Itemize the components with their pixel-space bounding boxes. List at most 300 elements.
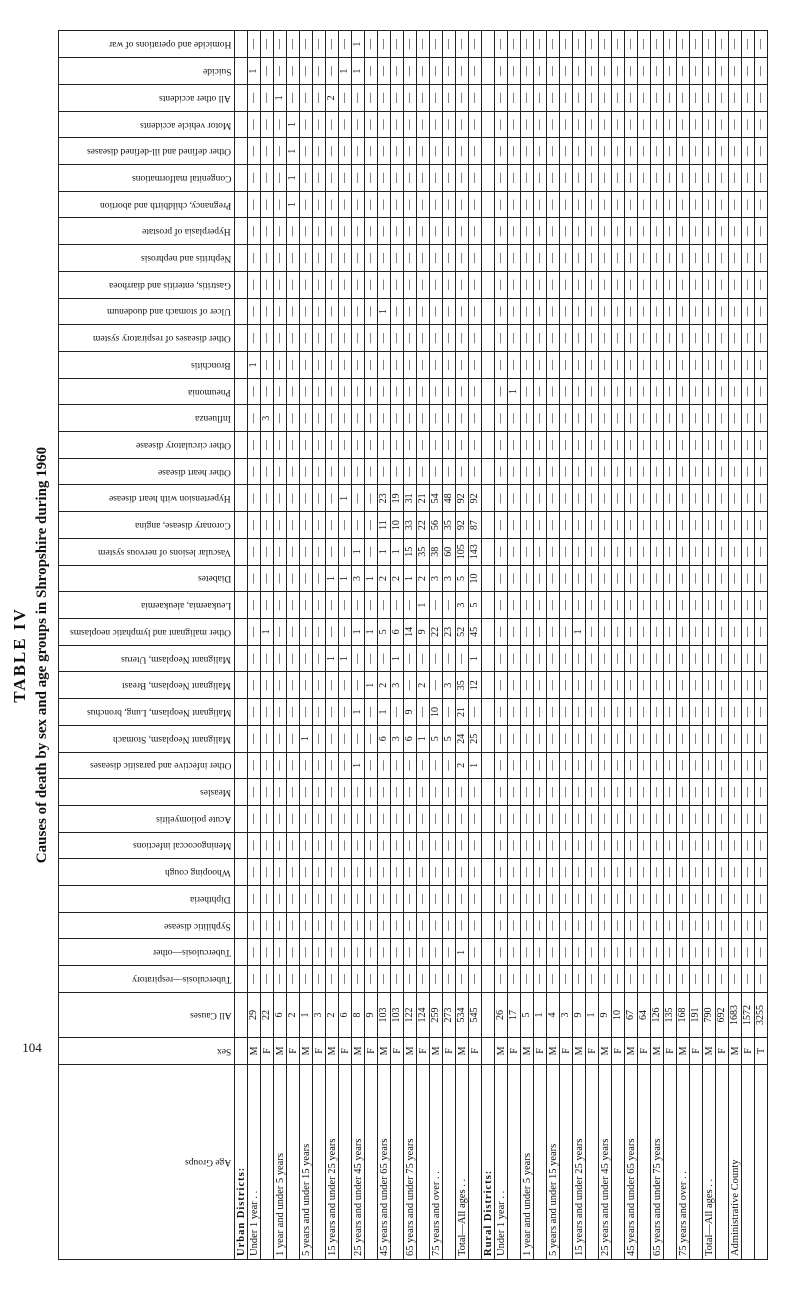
value-cell: — <box>638 31 651 58</box>
value-cell: — <box>560 298 573 325</box>
value-cell: — <box>417 432 430 459</box>
value-cell: — <box>521 966 534 993</box>
value-cell: — <box>755 912 768 939</box>
value-cell: — <box>612 84 625 111</box>
value-cell: — <box>651 138 664 165</box>
value-cell: — <box>430 111 443 138</box>
value-cell: — <box>690 31 703 58</box>
value-cell: — <box>508 565 521 592</box>
column-header-label: Other defined and ill-defined diseases <box>86 146 231 157</box>
value-cell: — <box>755 565 768 592</box>
value-cell: — <box>638 111 651 138</box>
table-row <box>300 31 313 1260</box>
value-cell: — <box>430 939 443 966</box>
value-cell: — <box>534 672 547 699</box>
value-cell: — <box>521 859 534 886</box>
value-cell: — <box>274 966 287 993</box>
value-cell: — <box>456 58 469 85</box>
value-cell: — <box>339 351 352 378</box>
value-cell: — <box>742 966 755 993</box>
value-cell: — <box>417 271 430 298</box>
value-cell: — <box>391 458 404 485</box>
value-cell: — <box>729 58 742 85</box>
value-cell: — <box>755 619 768 646</box>
value-cell: — <box>586 325 599 352</box>
value-cell: — <box>677 432 690 459</box>
value-cell: — <box>261 111 274 138</box>
table-row <box>534 31 547 1260</box>
value-cell: — <box>625 378 638 405</box>
value-cell: — <box>365 832 378 859</box>
value-cell: — <box>755 191 768 218</box>
value-cell: — <box>469 886 482 913</box>
value-cell: — <box>365 966 378 993</box>
value-cell: — <box>677 84 690 111</box>
value-cell: — <box>508 432 521 459</box>
value-cell: — <box>495 165 508 192</box>
value-cell: — <box>391 939 404 966</box>
value-cell: — <box>456 351 469 378</box>
row-label <box>690 1064 703 1259</box>
sex-cell: M <box>599 1038 612 1065</box>
value-cell: — <box>755 84 768 111</box>
value-cell: — <box>729 458 742 485</box>
value-cell: — <box>716 405 729 432</box>
value-cell: — <box>547 565 560 592</box>
value-cell <box>482 325 495 352</box>
value-cell: — <box>404 805 417 832</box>
value-cell: — <box>664 619 677 646</box>
column-header <box>59 805 235 832</box>
value-cell: — <box>443 245 456 272</box>
value-cell: — <box>391 378 404 405</box>
value-cell: — <box>443 58 456 85</box>
value-cell: — <box>430 58 443 85</box>
value-cell: — <box>352 245 365 272</box>
value-cell: — <box>703 672 716 699</box>
value-cell: — <box>690 699 703 726</box>
value-cell: — <box>274 939 287 966</box>
value-cell: — <box>313 699 326 726</box>
column-header <box>59 512 235 539</box>
row-label: 1 year and under 5 years <box>521 1064 534 1259</box>
value-cell: — <box>378 218 391 245</box>
value-cell: — <box>430 31 443 58</box>
value-cell: 1 <box>352 699 365 726</box>
value-cell <box>482 752 495 779</box>
value-cell: — <box>365 58 378 85</box>
value-cell: — <box>352 939 365 966</box>
value-cell: — <box>287 699 300 726</box>
value-cell: — <box>274 886 287 913</box>
value-cell: — <box>443 84 456 111</box>
sex-cell: F <box>365 1038 378 1065</box>
value-cell <box>482 619 495 646</box>
value-cell: — <box>404 165 417 192</box>
value-cell: — <box>664 325 677 352</box>
table-row <box>352 31 365 1260</box>
value-cell: — <box>612 458 625 485</box>
value-cell: — <box>573 912 586 939</box>
value-cell: — <box>690 619 703 646</box>
value-cell: — <box>495 138 508 165</box>
value-cell: — <box>677 619 690 646</box>
value-cell: — <box>326 672 339 699</box>
value-cell: — <box>716 458 729 485</box>
value-cell: — <box>703 84 716 111</box>
value-cell: 2 <box>287 992 300 1037</box>
value-cell: — <box>287 966 300 993</box>
value-cell: — <box>469 271 482 298</box>
value-cell <box>482 912 495 939</box>
value-cell: — <box>547 538 560 565</box>
value-cell: — <box>755 218 768 245</box>
value-cell: — <box>625 966 638 993</box>
value-cell: — <box>729 271 742 298</box>
value-cell: — <box>703 271 716 298</box>
value-cell <box>482 165 495 192</box>
value-cell: 5 <box>430 725 443 752</box>
value-cell: — <box>586 565 599 592</box>
value-cell: — <box>742 672 755 699</box>
value-cell: — <box>560 619 573 646</box>
value-cell: — <box>287 378 300 405</box>
value-cell: 1 <box>287 138 300 165</box>
value-cell: — <box>664 912 677 939</box>
value-cell: — <box>430 271 443 298</box>
value-cell: — <box>404 84 417 111</box>
value-cell: 14 <box>404 619 417 646</box>
value-cell: — <box>456 966 469 993</box>
value-cell: 56 <box>430 512 443 539</box>
value-cell <box>482 699 495 726</box>
value-cell: — <box>300 58 313 85</box>
value-cell: — <box>417 111 430 138</box>
value-cell: — <box>586 84 599 111</box>
value-cell: — <box>352 832 365 859</box>
value-cell: — <box>716 699 729 726</box>
table-row <box>417 31 430 1260</box>
value-cell: — <box>326 405 339 432</box>
value-cell: — <box>638 672 651 699</box>
value-cell: — <box>599 912 612 939</box>
value-cell: — <box>651 939 664 966</box>
value-cell: — <box>261 592 274 619</box>
value-cell: — <box>625 31 638 58</box>
column-header-label: Malignant Neoplasm, Stomach <box>113 733 231 744</box>
value-cell: — <box>521 351 534 378</box>
value-cell: 10 <box>430 699 443 726</box>
value-cell: — <box>495 31 508 58</box>
sex-cell: M <box>274 1038 287 1065</box>
value-cell: 9 <box>404 699 417 726</box>
value-cell: — <box>560 218 573 245</box>
value-cell: — <box>456 405 469 432</box>
value-cell: — <box>690 218 703 245</box>
value-cell <box>482 779 495 806</box>
value-cell: — <box>729 699 742 726</box>
value-cell: — <box>404 779 417 806</box>
value-cell: 25 <box>469 725 482 752</box>
value-cell: — <box>534 298 547 325</box>
sex-cell: M <box>677 1038 690 1065</box>
sex-cell: M <box>651 1038 664 1065</box>
value-cell: 1572 <box>742 992 755 1037</box>
column-header-label: Diphtheria <box>190 893 231 904</box>
value-cell: — <box>443 351 456 378</box>
value-cell: — <box>534 886 547 913</box>
value-cell: — <box>573 458 586 485</box>
value-cell: 122 <box>404 992 417 1037</box>
value-cell <box>482 245 495 272</box>
value-cell: — <box>508 58 521 85</box>
value-cell: — <box>664 138 677 165</box>
value-cell: — <box>677 752 690 779</box>
value-cell: — <box>560 886 573 913</box>
value-cell: — <box>547 699 560 726</box>
value-cell: — <box>495 271 508 298</box>
value-cell: — <box>586 165 599 192</box>
value-cell: — <box>261 699 274 726</box>
value-cell: — <box>352 432 365 459</box>
value-cell: — <box>638 912 651 939</box>
value-cell: — <box>391 699 404 726</box>
value-cell: 1 <box>261 619 274 646</box>
value-cell: — <box>625 458 638 485</box>
row-label <box>508 1064 521 1259</box>
value-cell: — <box>651 111 664 138</box>
value-cell: 2 <box>417 565 430 592</box>
value-cell: — <box>417 351 430 378</box>
value-cell: — <box>729 966 742 993</box>
value-cell <box>482 939 495 966</box>
value-cell: — <box>625 752 638 779</box>
value-cell: — <box>599 886 612 913</box>
value-cell: — <box>508 84 521 111</box>
column-header-label: Malignant Neoplasm, Breast <box>122 680 231 691</box>
column-header-label: Leukaemia, aleukaemia <box>140 600 231 611</box>
value-cell: — <box>495 805 508 832</box>
value-cell: — <box>495 512 508 539</box>
value-cell: — <box>547 672 560 699</box>
value-cell: 21 <box>456 699 469 726</box>
value-cell: 3 <box>430 565 443 592</box>
value-cell: — <box>534 191 547 218</box>
value-cell: — <box>300 432 313 459</box>
sex-cell: M <box>248 1038 261 1065</box>
value-cell <box>482 886 495 913</box>
table-row <box>560 31 573 1260</box>
value-cell: — <box>599 218 612 245</box>
value-cell: — <box>729 886 742 913</box>
value-cell: — <box>326 191 339 218</box>
value-cell: 2 <box>417 672 430 699</box>
value-cell: — <box>534 458 547 485</box>
row-label: 5 years and under 15 years <box>300 1064 313 1259</box>
value-cell: — <box>612 832 625 859</box>
value-cell: — <box>638 271 651 298</box>
value-cell: — <box>677 672 690 699</box>
row-label: 45 years and under 65 years <box>625 1064 638 1259</box>
value-cell <box>235 725 248 752</box>
value-cell: — <box>508 592 521 619</box>
value-cell: — <box>443 218 456 245</box>
value-cell: — <box>651 752 664 779</box>
value-cell: — <box>248 271 261 298</box>
value-cell: — <box>248 458 261 485</box>
value-cell: — <box>703 725 716 752</box>
value-cell: — <box>716 218 729 245</box>
sex-cell: F <box>742 1038 755 1065</box>
value-cell: 24 <box>456 725 469 752</box>
value-cell: — <box>339 191 352 218</box>
sex-cell <box>482 1038 495 1065</box>
row-label: 45 years and under 65 years <box>378 1064 391 1259</box>
value-cell: — <box>456 138 469 165</box>
value-cell: — <box>664 725 677 752</box>
value-cell: — <box>703 245 716 272</box>
value-cell: — <box>716 966 729 993</box>
value-cell: — <box>560 912 573 939</box>
value-cell: — <box>417 886 430 913</box>
value-cell: — <box>495 619 508 646</box>
value-cell: — <box>612 859 625 886</box>
value-cell: 35 <box>456 672 469 699</box>
value-cell <box>482 405 495 432</box>
value-cell: — <box>599 699 612 726</box>
value-cell: — <box>417 84 430 111</box>
value-cell: — <box>612 939 625 966</box>
value-cell: — <box>365 351 378 378</box>
value-cell <box>235 351 248 378</box>
value-cell: — <box>729 111 742 138</box>
value-cell: — <box>547 405 560 432</box>
column-header-label: Syphilitic disease <box>164 920 231 931</box>
value-cell: — <box>508 752 521 779</box>
value-cell: — <box>690 351 703 378</box>
value-cell: — <box>378 592 391 619</box>
column-header-label: Motor vehicle accidents <box>139 119 231 130</box>
value-cell: — <box>677 405 690 432</box>
value-cell: — <box>521 832 534 859</box>
value-cell: — <box>378 58 391 85</box>
value-cell: — <box>560 725 573 752</box>
value-cell: — <box>391 405 404 432</box>
value-cell: 26 <box>495 992 508 1037</box>
value-cell: — <box>378 645 391 672</box>
value-cell: — <box>274 458 287 485</box>
value-cell: — <box>274 805 287 832</box>
value-cell: — <box>534 218 547 245</box>
value-cell <box>482 645 495 672</box>
value-cell: — <box>430 912 443 939</box>
value-cell: — <box>742 859 755 886</box>
value-cell: — <box>339 405 352 432</box>
value-cell: — <box>703 351 716 378</box>
value-cell: — <box>274 859 287 886</box>
value-cell: — <box>573 939 586 966</box>
value-cell: — <box>495 191 508 218</box>
value-cell: — <box>274 699 287 726</box>
value-cell: — <box>612 58 625 85</box>
value-cell: — <box>326 752 339 779</box>
value-cell: — <box>547 458 560 485</box>
value-cell: — <box>560 245 573 272</box>
value-cell: — <box>560 165 573 192</box>
value-cell: 38 <box>430 538 443 565</box>
value-cell: — <box>755 298 768 325</box>
value-cell: — <box>248 165 261 192</box>
value-cell: 22 <box>417 512 430 539</box>
value-cell: — <box>560 512 573 539</box>
value-cell: — <box>352 886 365 913</box>
value-cell: — <box>573 298 586 325</box>
value-cell <box>482 298 495 325</box>
value-cell: — <box>651 218 664 245</box>
value-cell: — <box>612 191 625 218</box>
value-cell: — <box>300 966 313 993</box>
value-cell: — <box>729 565 742 592</box>
value-cell: — <box>755 645 768 672</box>
value-cell: — <box>690 592 703 619</box>
row-label <box>664 1064 677 1259</box>
value-cell: — <box>274 432 287 459</box>
value-cell: — <box>547 592 560 619</box>
column-header-label: Ulcer of stomach and duodenum <box>107 306 231 317</box>
value-cell: — <box>677 111 690 138</box>
value-cell: — <box>443 886 456 913</box>
value-cell: — <box>612 886 625 913</box>
column-header <box>59 565 235 592</box>
value-cell: — <box>703 886 716 913</box>
value-cell: — <box>716 672 729 699</box>
value-cell: — <box>417 832 430 859</box>
value-cell: — <box>352 859 365 886</box>
value-cell: 2 <box>326 992 339 1037</box>
value-cell: — <box>625 699 638 726</box>
value-cell: — <box>573 565 586 592</box>
value-cell: — <box>508 218 521 245</box>
value-cell: — <box>300 592 313 619</box>
value-cell: — <box>716 779 729 806</box>
value-cell: — <box>755 779 768 806</box>
value-cell: — <box>651 565 664 592</box>
row-label: 25 years and under 45 years <box>599 1064 612 1259</box>
value-cell: 135 <box>664 992 677 1037</box>
value-cell: — <box>508 271 521 298</box>
value-cell: — <box>755 485 768 512</box>
value-cell: — <box>313 886 326 913</box>
value-cell: — <box>365 859 378 886</box>
value-cell: — <box>352 325 365 352</box>
value-cell: — <box>534 378 547 405</box>
row-label <box>365 1064 378 1259</box>
value-cell: — <box>716 325 729 352</box>
value-cell: — <box>326 779 339 806</box>
value-cell: 6 <box>339 992 352 1037</box>
value-cell: — <box>703 111 716 138</box>
value-cell <box>482 512 495 539</box>
value-cell: — <box>495 699 508 726</box>
value-cell: — <box>664 779 677 806</box>
value-cell: — <box>612 752 625 779</box>
value-cell: 92 <box>469 485 482 512</box>
value-cell: — <box>365 298 378 325</box>
value-cell: — <box>599 538 612 565</box>
value-cell: — <box>248 565 261 592</box>
value-cell: — <box>573 859 586 886</box>
value-cell: — <box>547 191 560 218</box>
